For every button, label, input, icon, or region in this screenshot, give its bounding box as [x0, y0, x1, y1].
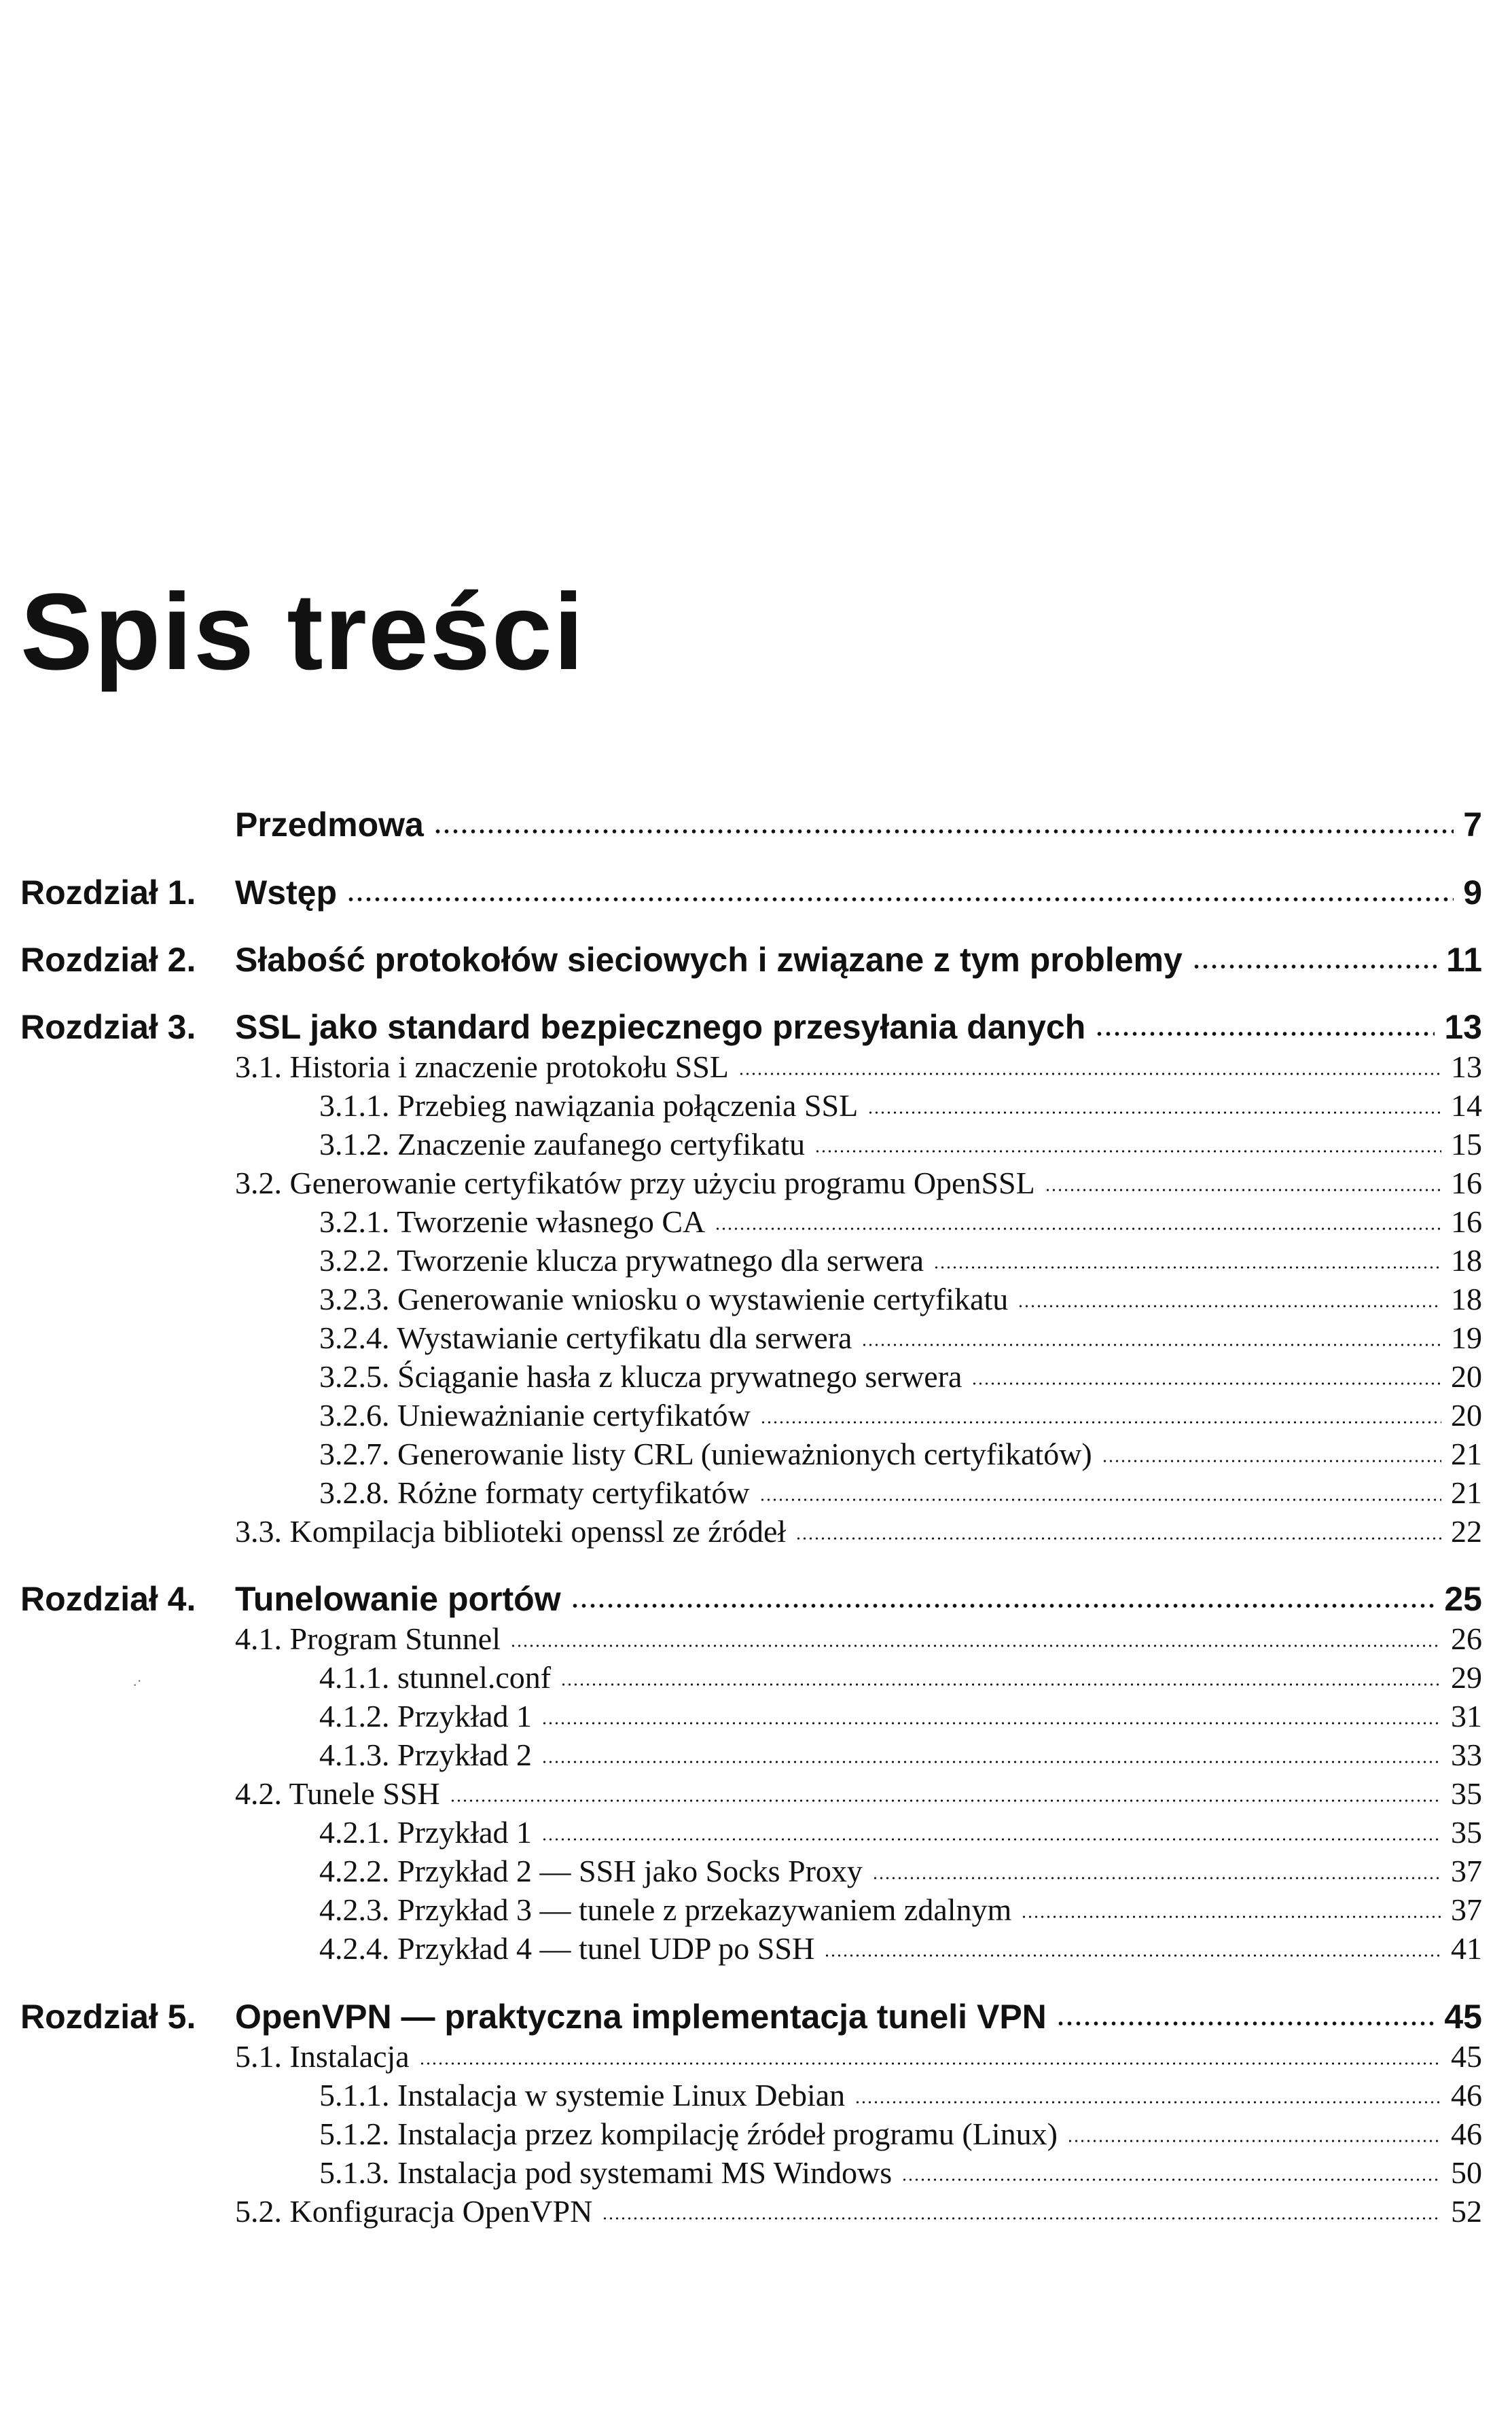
toc-entry — [235, 2041, 1482, 2072]
entry-title: 3.2.2. Tworzenie klucza prywatnego dla serwera — [319, 1243, 924, 1278]
toc-section-row — [0, 2072, 1512, 2115]
toc-entry — [319, 1400, 1482, 1431]
toc-section-row — [0, 1431, 1512, 1474]
toc-section-row — [0, 1314, 1512, 1358]
entry-title: Przedmowa — [235, 806, 424, 844]
entry-title: 4.2.1. Przykład 1 — [319, 1815, 533, 1850]
entry-title: Słabość protokołów sieciowych i związane z tym problemy — [235, 941, 1183, 979]
toc-section-row — [0, 2110, 1512, 2154]
toc-chapter-row — [0, 870, 1512, 914]
toc-chapter-row — [0, 1994, 1512, 2038]
entry-title: 4.1.2. Przykład 1 — [319, 1699, 533, 1733]
toc-entry — [319, 2119, 1482, 2150]
page-number: 33 — [1451, 1738, 1482, 1772]
page-number: 20 — [1451, 1359, 1482, 1394]
entry-title: 3.2. Generowanie certyfikatów przy użyciu programu OpenSSL — [235, 1166, 1035, 1200]
page-number: 18 — [1451, 1282, 1482, 1316]
page-number: 21 — [1451, 1437, 1482, 1471]
toc-section-row — [0, 1731, 1512, 1775]
toc-entry — [319, 1361, 1482, 1392]
toc-entry — [235, 808, 1482, 842]
toc-chapter-row — [0, 1577, 1512, 1620]
page-number: 13 — [1451, 1049, 1482, 1084]
toc-entry — [319, 1933, 1482, 1964]
toc-chapter-row — [0, 1005, 1512, 1048]
page-number: 50 — [1451, 2155, 1482, 2190]
entry-title: 4.1.3. Przykład 2 — [319, 1738, 533, 1772]
entry-title: 5.1.2. Instalacja przez kompilację źródeł programu (Linux) — [319, 2117, 1058, 2151]
entry-title: SSL jako standard bezpiecznego przesyłania danych — [235, 1008, 1086, 1046]
toc-entry — [319, 2080, 1482, 2111]
page-number: 26 — [1451, 1621, 1482, 1656]
page-number: 45 — [1451, 2039, 1482, 2074]
entry-title: 3.1. Historia i znaczenie protokołu SSL — [235, 1049, 729, 1084]
toc-entry — [319, 1284, 1482, 1315]
page-number: 29 — [1451, 1660, 1482, 1695]
toc-entry — [235, 1582, 1482, 1616]
chapter-label: Rozdział 1. — [20, 874, 196, 912]
toc-section-row — [0, 2188, 1512, 2231]
toc-entry — [319, 1817, 1482, 1848]
entry-title: 5.1.3. Instalacja pod systemami MS Windows — [319, 2155, 893, 2190]
entry-title: 4.2.2. Przykład 2 — SSH jako Socks Proxy — [319, 1854, 863, 1888]
entry-title: 4.2.4. Przykład 4 — tunel UDP po SSH — [319, 1931, 815, 1966]
toc-section-row — [0, 1276, 1512, 1319]
entry-title: Wstęp — [235, 874, 337, 912]
page-number: 45 — [1444, 1998, 1482, 2036]
toc-section-row — [0, 1159, 1512, 1203]
page-number: 37 — [1451, 1854, 1482, 1888]
toc-section-row — [0, 1886, 1512, 1930]
page-number: 52 — [1451, 2194, 1482, 2229]
entry-title: 4.2.3. Przykład 3 — tunele z przekazywaniem zdalnym — [319, 1892, 1012, 1927]
page-number: 41 — [1451, 1931, 1482, 1966]
entry-title: 3.2.6. Unieważnianie certyfikatów — [319, 1398, 751, 1433]
toc-entry — [319, 1439, 1482, 1470]
entry-title: 3.2.1. Tworzenie własnego CA — [319, 1204, 706, 1239]
toc-entry — [319, 1129, 1482, 1160]
page-number: 13 — [1444, 1008, 1482, 1046]
entry-title: 3.1.1. Przebieg nawiązania połączenia SSL — [319, 1088, 859, 1123]
page-number: 35 — [1451, 1776, 1482, 1811]
toc-section-row — [0, 1121, 1512, 1164]
toc-entry — [319, 1894, 1482, 1926]
chapter-label: Rozdział 3. — [20, 1008, 196, 1046]
page-number: 20 — [1451, 1398, 1482, 1433]
page-number: 11 — [1446, 941, 1482, 979]
entry-title: 3.2.4. Wystawianie certyfikatu dla serwera — [319, 1320, 852, 1355]
page-number: 9 — [1463, 874, 1482, 912]
toc-entry — [235, 1051, 1482, 1083]
entry-title: 3.3. Kompilacja biblioteki openssl ze źródeł — [235, 1514, 787, 1549]
toc-section-row — [0, 1198, 1512, 1242]
entry-title: 3.1.2. Znaczenie zaufanego certyfikatu — [319, 1127, 806, 1162]
toc-section-row — [0, 1693, 1512, 1736]
page-number: 35 — [1451, 1815, 1482, 1850]
entry-title: 3.2.5. Ściąganie hasła z klucza prywatnego serwera — [319, 1359, 962, 1394]
toc-section-row — [0, 1392, 1512, 1435]
toc-section-row — [0, 1809, 1512, 1852]
entry-title: 3.2.8. Różne formaty certyfikatów — [319, 1475, 750, 1510]
chapter-label: Rozdział 5. — [20, 1998, 196, 2036]
page-number: 31 — [1451, 1699, 1482, 1733]
toc-entry — [235, 876, 1482, 910]
page-number: 14 — [1451, 1088, 1482, 1123]
toc-entry — [235, 1778, 1482, 1810]
page-number: 7 — [1463, 806, 1482, 844]
page-number: 46 — [1451, 2117, 1482, 2151]
toc-entry — [319, 1662, 1482, 1693]
page-number: 25 — [1444, 1580, 1482, 1618]
toc-entry — [235, 1010, 1482, 1044]
entry-title: OpenVPN — praktyczna implementacja tuneli VPN — [235, 1998, 1047, 2036]
toc-entry — [235, 943, 1482, 977]
page-number: 21 — [1451, 1475, 1482, 1510]
toc-entry — [319, 1740, 1482, 1771]
toc-section-row — [0, 1043, 1512, 1087]
toc-entry — [319, 1701, 1482, 1732]
toc-section-row — [0, 2033, 1512, 2076]
toc-entry — [319, 1856, 1482, 1887]
toc-entry — [235, 1516, 1482, 1547]
toc-section-row — [0, 1237, 1512, 1280]
page-number: 22 — [1451, 1514, 1482, 1549]
entry-title: 5.1.1. Instalacja w systemie Linux Debian — [319, 2078, 846, 2112]
toc-entry — [319, 1206, 1482, 1238]
toc-entry — [235, 2000, 1482, 2034]
entry-title: 3.2.7. Generowanie listy CRL (unieważnionych certyfikatów) — [319, 1437, 1092, 1471]
toc-chapter-row — [0, 937, 1512, 981]
toc-section-row — [0, 2149, 1512, 2193]
chapter-label: Rozdział 2. — [20, 941, 196, 979]
page-number: 19 — [1451, 1320, 1482, 1355]
toc-section-row — [0, 1925, 1512, 1968]
toc-chapter-row — [0, 802, 1512, 846]
toc-entry — [319, 1320, 1482, 1355]
toc-entry — [319, 1090, 1482, 1121]
toc-entry — [235, 1623, 1482, 1655]
toc-section-row — [0, 1770, 1512, 1814]
entry-title: Tunelowanie portów — [235, 1580, 561, 1618]
page-number: 16 — [1451, 1204, 1482, 1239]
page-number: 16 — [1451, 1166, 1482, 1200]
toc-entry — [235, 1168, 1482, 1199]
toc-section-row — [0, 1469, 1512, 1513]
entry-title: 5.1. Instalacja — [235, 2039, 410, 2074]
entry-title: 3.2.3. Generowanie wniosku o wystawienie certyfikatu — [319, 1282, 1009, 1316]
chapter-label: Rozdział 4. — [20, 1580, 196, 1618]
page-number: 18 — [1451, 1243, 1482, 1278]
toc-entry — [319, 1477, 1482, 1509]
toc-section-row — [0, 1082, 1512, 1126]
page-number: 37 — [1451, 1892, 1482, 1927]
entry-title: 5.2. Konfiguracja OpenVPN — [235, 2194, 593, 2229]
toc-entry — [319, 2157, 1482, 2189]
toc-entry — [235, 2196, 1482, 2227]
toc-section-row — [0, 1848, 1512, 1891]
scan-speck: .· — [133, 1672, 142, 1689]
toc-section-row — [0, 1654, 1512, 1697]
toc-section-row — [0, 1615, 1512, 1659]
entry-title: 4.2. Tunele SSH — [235, 1776, 440, 1811]
toc-section-row — [0, 1508, 1512, 1551]
page-title: Spis treści — [20, 571, 586, 692]
toc-entry — [319, 1245, 1482, 1276]
page-number: 46 — [1451, 2078, 1482, 2112]
entry-title: 4.1.1. stunnel.conf — [319, 1660, 552, 1695]
toc-section-row — [0, 1353, 1512, 1397]
page-number: 15 — [1451, 1127, 1482, 1162]
entry-title: 4.1. Program Stunnel — [235, 1621, 501, 1656]
